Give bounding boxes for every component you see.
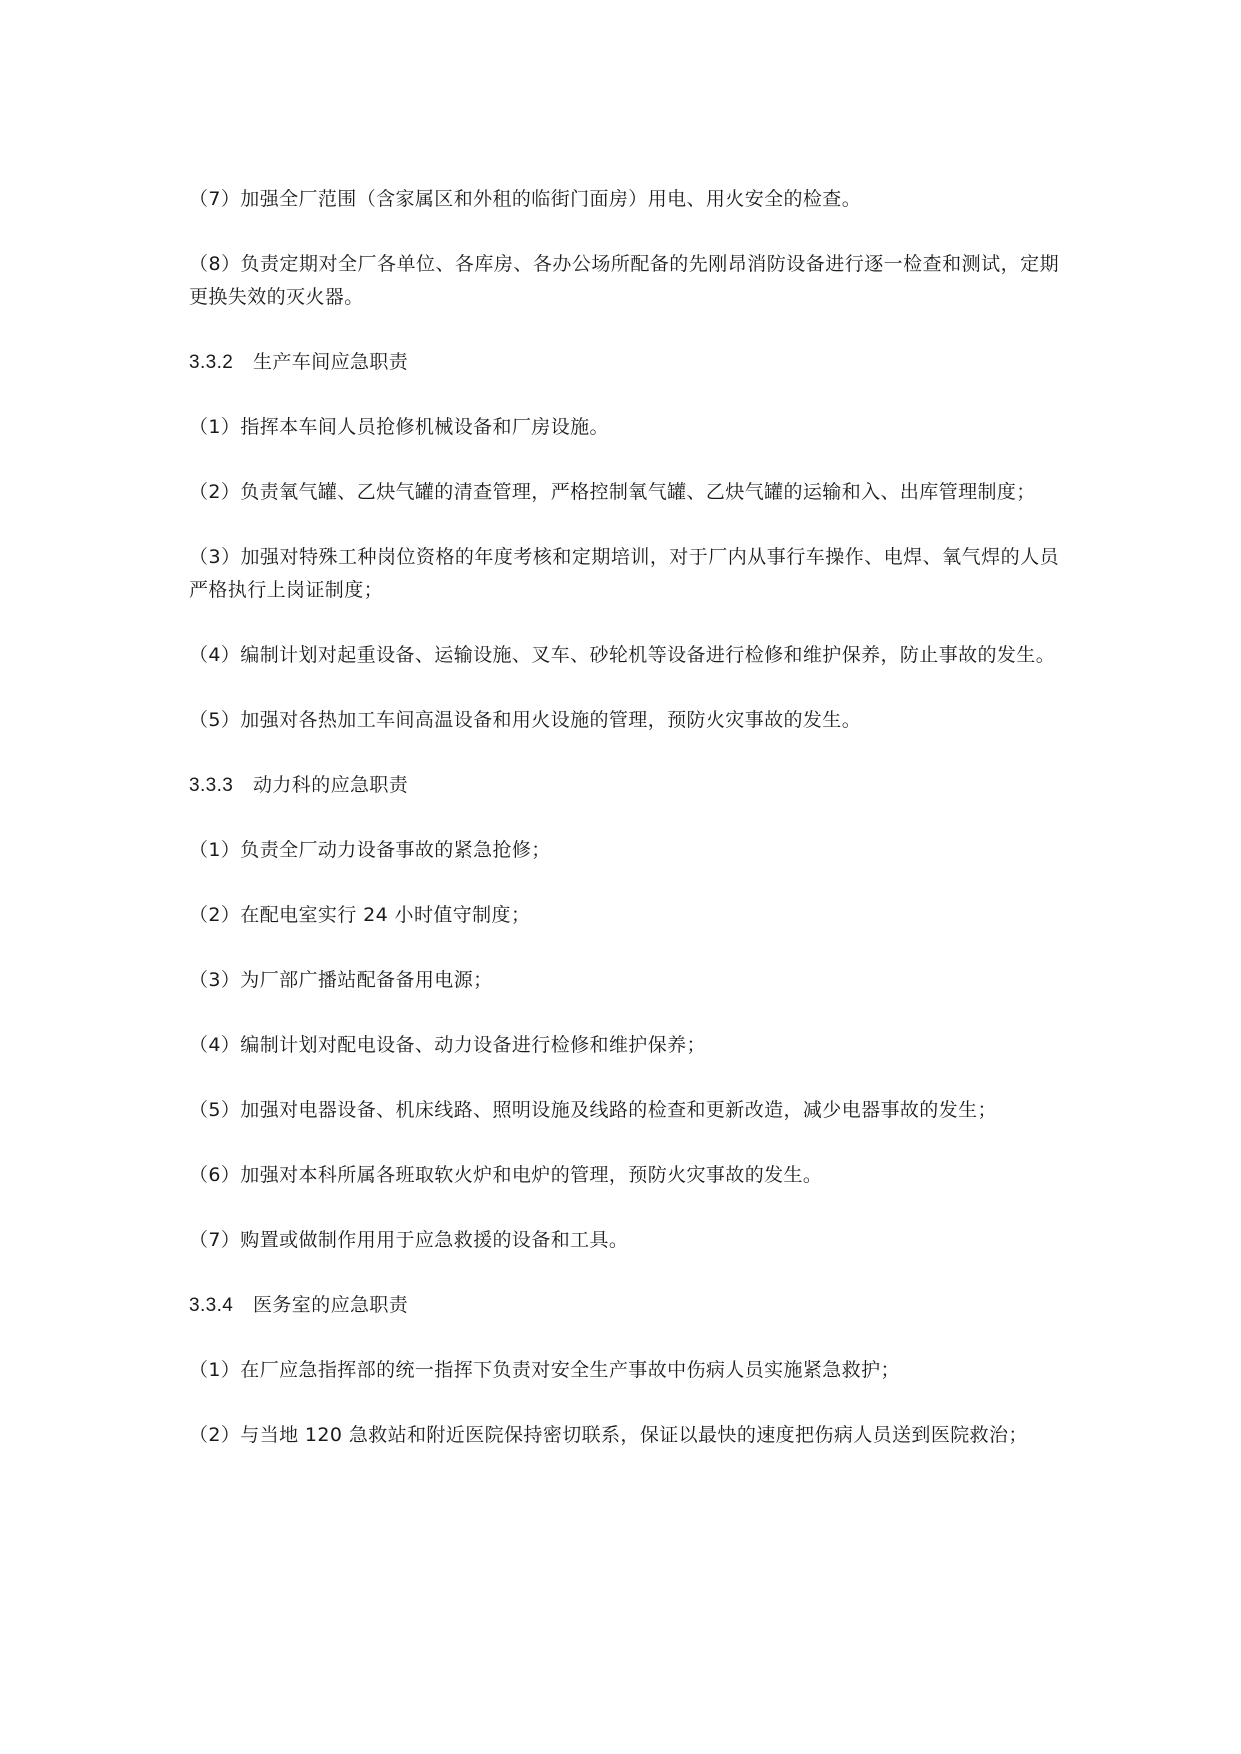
paragraph: （3）为厂部广播站配备备用电源； (189, 969, 493, 991)
paragraph: （2）负责氧气罐、乙炔气罐的清查管理，严格控制氧气罐、乙炔气罐的运输和入、出库管理制度； (189, 481, 1036, 503)
paragraph: （8）负责定期对全厂各单位、各库房、各办公场所配备的先刚昂消防设备进行逐一检查和测试，定期更换失效的灭火器。 (189, 253, 1059, 308)
section-number: 3.3.4 (189, 1295, 234, 1316)
paragraph: （6）加强对本科所属各班取软火炉和电炉的管理，预防火灾事故的发生。 (189, 1164, 823, 1186)
paragraph: （1）指挥本车间人员抢修机械设备和厂房设施。 (189, 416, 609, 438)
section-title: 生产车间应急职责 (253, 351, 409, 373)
paragraph: （4）编制计划对起重设备、运输设施、叉车、砂轮机等设备进行检修和维护保养，防止事故的发生。 (189, 644, 1056, 666)
paragraph: （5）加强对各热加工车间高温设备和用火设施的管理，预防火灾事故的发生。 (189, 709, 862, 731)
paragraph: （7）加强全厂范围（含家属区和外租的临街门面房）用电、用火安全的检查。 (189, 188, 862, 210)
paragraph: （1）负责全厂动力设备事故的紧急抢修； (189, 839, 551, 861)
section-title: 动力科的应急职责 (253, 774, 409, 796)
paragraph: （4）编制计划对配电设备、动力设备进行检修和维护保养； (189, 1034, 706, 1056)
paragraph: （5）加强对电器设备、机床线路、照明设施及线路的检查和更新改造，减少电器事故的发生； (189, 1099, 997, 1121)
document-body (189, 183, 1059, 1484)
paragraph: （3）加强对特殊工种岗位资格的年度考核和定期培训，对于厂内从事行车操作、电焊、氧气焊的人员严格执行上岗证制度； (189, 546, 1059, 601)
paragraph: （2）在配电室实行 24 小时值守制度； (189, 904, 531, 926)
paragraph: （7）购置或做制作用用于应急救援的设备和工具。 (189, 1229, 629, 1251)
paragraph: （2）与当地 120 急救站和附近医院保持密切联系，保证以最快的速度把伤病人员送到医院救治； (189, 1424, 1028, 1446)
section-title: 医务室的应急职责 (253, 1294, 409, 1316)
section-number: 3.3.2 (189, 352, 234, 373)
section-heading (189, 1289, 1059, 1322)
section-heading (189, 346, 1059, 379)
section-number: 3.3.3 (189, 775, 234, 796)
paragraph: （1）在厂应急指挥部的统一指挥下负责对安全生产事故中伤病人员实施紧急救护； (189, 1359, 900, 1381)
section-heading (189, 769, 1059, 802)
